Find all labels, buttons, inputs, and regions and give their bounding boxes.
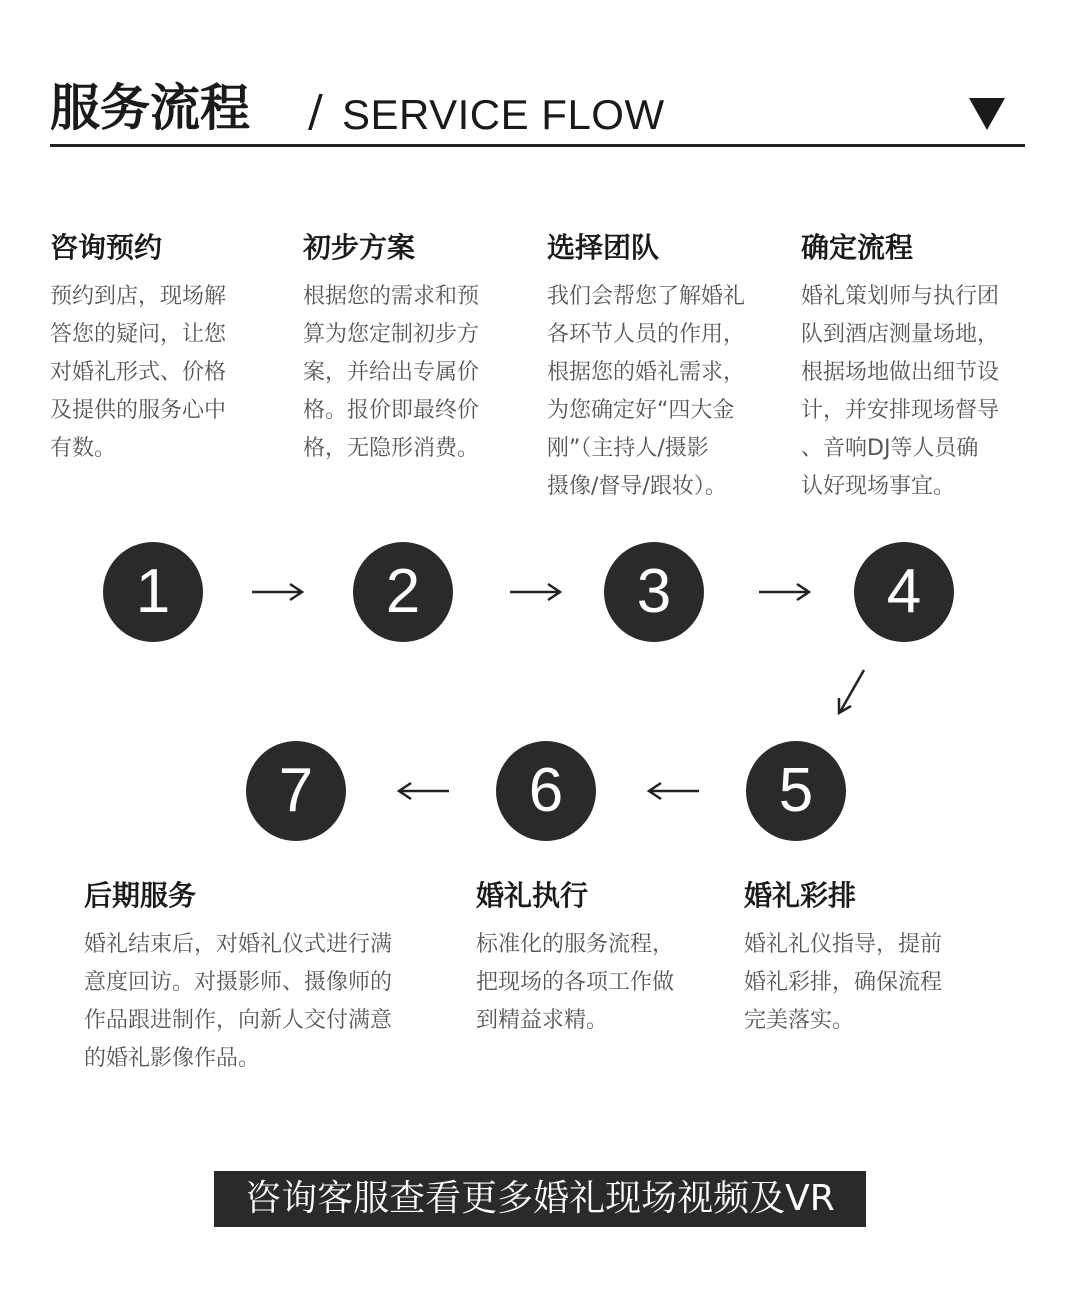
section-subtitle: SERVICE FLOW: [342, 91, 665, 138]
step-description-line: 计，并安排现场督导: [801, 398, 1000, 423]
step-description-line: 答您的疑问，让您: [50, 322, 227, 347]
step-3-number: 3: [604, 542, 704, 642]
step-description: [801, 278, 1041, 506]
arrow-left-icon: [645, 779, 701, 803]
step-description-line: 案，并给出专属价: [303, 360, 480, 385]
arrow-right-icon: [508, 580, 564, 604]
step-description-line: 格。报价即最终价: [303, 398, 480, 423]
arrow-down-left-icon: [832, 666, 872, 718]
step-description-line: 标准化的服务流程，: [476, 932, 675, 957]
step-1-number: 1: [103, 542, 203, 642]
step-title: 婚礼彩排: [744, 879, 857, 912]
triangle-down-icon[interactable]: [969, 98, 1005, 130]
step-title: 婚礼执行: [476, 879, 589, 912]
section-header: [50, 70, 1025, 147]
step-description-line: 为您确定好“四大金: [547, 398, 735, 423]
arrow-right-icon: [250, 580, 306, 604]
step-description: [84, 926, 434, 1078]
step-description-line: 根据场地做出细节设: [801, 360, 1000, 385]
step-description-line: 算为您定制初步方: [303, 322, 480, 347]
arrow-right-icon: [757, 580, 813, 604]
step-3-text: [547, 230, 787, 506]
step-description: [50, 278, 270, 468]
step-description-line: 认好现场事宜。: [801, 474, 956, 499]
step-description-line: 到精益求精。: [476, 1008, 609, 1033]
step-2-number: 2: [353, 542, 453, 642]
step-2-text: [303, 230, 523, 468]
step-description-line: 完美落实。: [744, 1008, 855, 1033]
step-4-text: [801, 230, 1041, 506]
step-description-line: 作品跟进制作，向新人交付满意: [84, 1008, 393, 1033]
step-description-line: 把现场的各项工作做: [476, 970, 675, 995]
step-description-line: 婚礼结束后，对婚礼仪式进行满: [84, 932, 393, 957]
step-description-line: 我们会帮您了解婚礼: [547, 284, 746, 309]
consult-cta-button[interactable]: 咨询客服查看更多婚礼现场视频及VR: [214, 1171, 866, 1227]
step-title: 选择团队: [547, 231, 660, 264]
step-description-line: 意度回访。对摄影师、摄像师的: [84, 970, 393, 995]
step-7-text: [84, 878, 434, 1078]
step-description-line: 根据您的需求和预: [303, 284, 480, 309]
step-title: 咨询预约: [50, 231, 163, 264]
step-description-line: 刚”（主持人/摄影: [547, 436, 709, 461]
step-description-line: 有数。: [50, 436, 117, 461]
step-6-number: 6: [496, 741, 596, 841]
step-title: 后期服务: [84, 879, 197, 912]
step-description-line: 摄像/督导/跟妆）。: [547, 474, 727, 499]
step-description-line: 格，无隐形消费。: [303, 436, 480, 461]
step-description-line: 队到酒店测量场地，: [801, 322, 1000, 347]
step-description-line: 、音响DJ等人员确: [801, 436, 979, 461]
step-description: [303, 278, 523, 468]
step-6-text: [476, 878, 716, 1040]
step-4-number: 4: [854, 542, 954, 642]
step-title: 确定流程: [801, 231, 914, 264]
step-description-line: 的婚礼影像作品。: [84, 1046, 261, 1071]
step-5-text: [744, 878, 984, 1040]
step-description: [547, 278, 787, 506]
step-1-text: [50, 230, 270, 468]
step-5-number: 5: [746, 741, 846, 841]
step-7-number: 7: [246, 741, 346, 841]
step-description-line: 预约到店，现场解: [50, 284, 227, 309]
step-description-line: 根据您的婚礼需求，: [547, 360, 746, 385]
step-description-line: 对婚礼形式、价格: [50, 360, 227, 385]
step-description-line: 各环节人员的作用，: [547, 322, 746, 347]
step-description-line: 及提供的服务心中: [50, 398, 227, 423]
step-description: [744, 926, 984, 1040]
step-description-line: 婚礼礼仪指导，提前: [744, 932, 943, 957]
step-description: [476, 926, 716, 1040]
arrow-left-icon: [395, 779, 451, 803]
section-title: 服务流程: [50, 79, 250, 137]
step-title: 初步方案: [303, 231, 416, 264]
step-description-line: 婚礼彩排，确保流程: [744, 970, 943, 995]
step-description-line: 婚礼策划师与执行团: [801, 284, 1000, 309]
title-separator: /: [308, 86, 323, 137]
